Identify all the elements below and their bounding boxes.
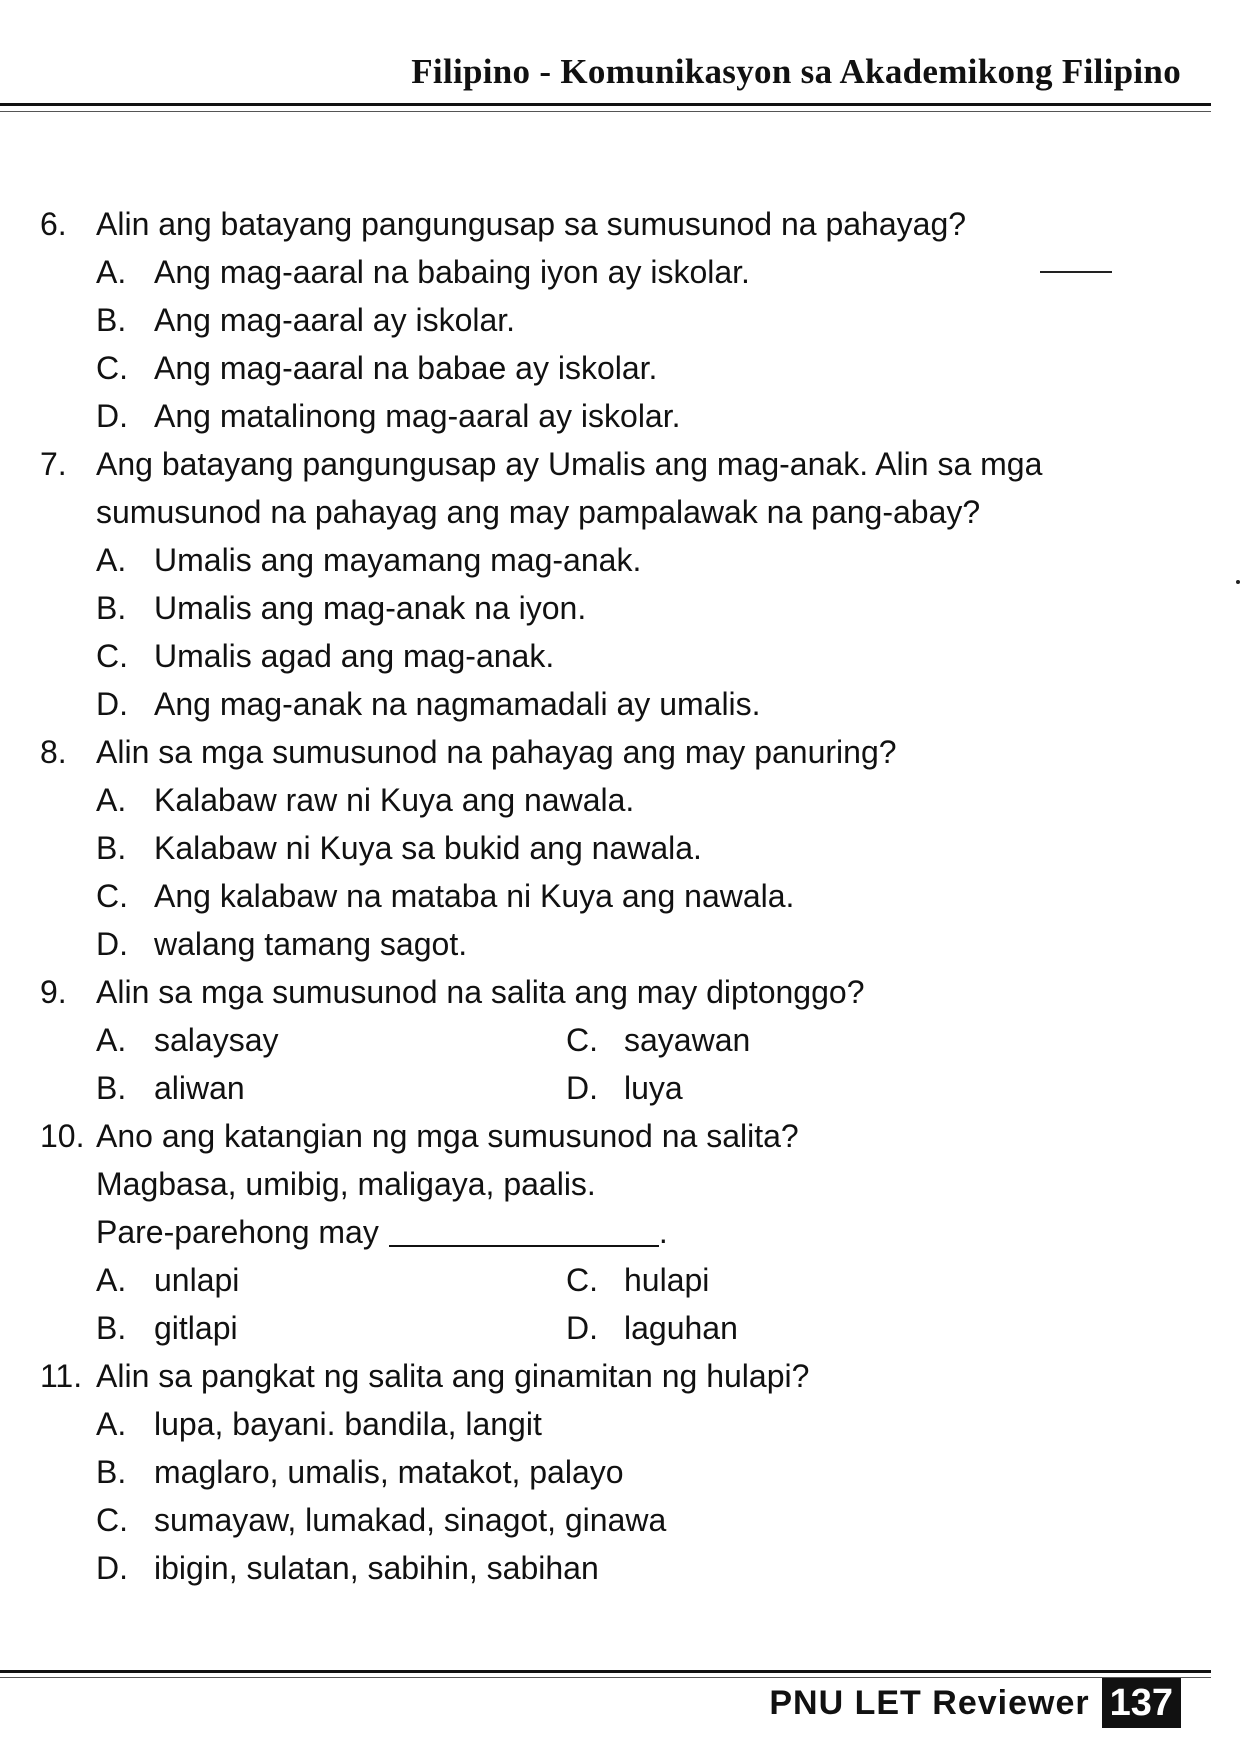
page-number: 137: [1102, 1678, 1181, 1728]
choice-a: [96, 1016, 566, 1064]
choice-letter: C.: [96, 878, 128, 914]
choice-letter: B.: [96, 1454, 127, 1490]
scan-mark: [1040, 271, 1112, 273]
choice-a: [96, 1400, 1200, 1448]
choice-letter: C.: [96, 1502, 128, 1538]
question-text: Alin sa mga sumusunod na salita ang may diptonggo?: [96, 974, 865, 1010]
choice-b: [96, 1304, 566, 1352]
footer-label: PNU LET Reviewer: [769, 1683, 1090, 1722]
question-8: [40, 728, 1200, 968]
choice-d: [96, 1544, 1200, 1592]
choice-text: aliwan: [154, 1070, 245, 1106]
choice-c: [96, 872, 1200, 920]
choice-letter: A.: [96, 254, 127, 290]
choice-letter: D.: [96, 1550, 128, 1586]
choice-text: lupa, bayani. bandila, langit: [154, 1406, 542, 1442]
question-text: Alin sa pangkat ng salita ang ginamitan ng hulapi?: [96, 1358, 810, 1394]
question-number: 7.: [40, 446, 67, 482]
choice-d: [566, 1064, 1200, 1112]
choice-letter: D.: [566, 1070, 598, 1106]
choice-b: [96, 584, 1200, 632]
question-number: 10.: [40, 1118, 85, 1154]
choice-text: Ang mag-aaral ay iskolar.: [154, 302, 516, 338]
header-divider: [0, 103, 1211, 112]
question-number: 11.: [40, 1358, 83, 1394]
choice-letter: B.: [96, 302, 127, 338]
choice-letter: B.: [96, 590, 127, 626]
choice-text: Umalis ang mag-anak na iyon.: [154, 590, 587, 626]
choice-letter: C.: [96, 350, 128, 386]
choice-letter: B.: [96, 1310, 127, 1346]
question-10: [40, 1112, 1200, 1352]
choice-letter: D.: [566, 1310, 598, 1346]
question-number: 9.: [40, 974, 67, 1010]
page-header-title: Filipino - Komunikasyon sa Akademikong Filipino: [411, 52, 1181, 91]
choice-text: salaysay: [154, 1022, 279, 1058]
question-7: [40, 440, 1200, 728]
choice-d: [96, 392, 1200, 440]
choice-text: Ang kalabaw na mataba ni Kuya ang nawala.: [154, 878, 795, 914]
choice-letter: D.: [96, 686, 128, 722]
choice-c: [96, 1496, 1200, 1544]
choice-text: Ang mag-anak na nagmamadali ay umalis.: [154, 686, 761, 722]
choice-text: Umalis agad ang mag-anak.: [154, 638, 555, 674]
question-list: [40, 200, 1200, 1592]
choice-text: Ang mag-aaral na babae ay iskolar.: [154, 350, 658, 386]
choice-c: [96, 344, 1200, 392]
choice-text: ibigin, sulatan, sabihin, sabihan: [154, 1550, 599, 1586]
choice-letter: C.: [96, 638, 128, 674]
choice-text: sayawan: [624, 1022, 751, 1058]
choice-text: laguhan: [624, 1310, 738, 1346]
choice-text: hulapi: [624, 1262, 710, 1298]
question-number: 8.: [40, 734, 67, 770]
choice-d: [96, 920, 1200, 968]
question-text: Alin ang batayang pangungusap sa sumusunod na pahayag?: [96, 206, 967, 242]
choice-letter: D.: [96, 398, 128, 434]
choice-a: [96, 776, 1200, 824]
choice-text: Ang mag-aaral na babaing iyon ay iskolar.: [154, 254, 750, 290]
question-9: [40, 968, 1200, 1112]
choice-letter: C.: [566, 1022, 598, 1058]
choice-text: maglaro, umalis, matakot, palayo: [154, 1454, 624, 1490]
choice-d: [566, 1304, 1200, 1352]
choice-text: Umalis ang mayamang mag-anak.: [154, 542, 642, 578]
choice-letter: A.: [96, 1262, 127, 1298]
choice-letter: D.: [96, 926, 128, 962]
answer-blank: [389, 1215, 659, 1247]
question-6: [40, 200, 1200, 440]
choice-b: [96, 1448, 1200, 1496]
question-number: 6.: [40, 206, 67, 242]
choice-text: unlapi: [154, 1262, 240, 1298]
choice-letter: A.: [96, 782, 127, 818]
question-11: [40, 1352, 1200, 1592]
choice-c: [96, 632, 1200, 680]
choice-d: [96, 680, 1200, 728]
question-detail-line: Magbasa, umibig, maligaya, paalis.: [96, 1166, 596, 1202]
choice-c: [566, 1016, 1200, 1064]
choice-letter: C.: [566, 1262, 598, 1298]
choice-c: [566, 1256, 1200, 1304]
choice-letter: A.: [96, 1406, 127, 1442]
scan-mark: [1236, 580, 1240, 584]
choice-letter: A.: [96, 1022, 127, 1058]
choice-text: luya: [624, 1070, 683, 1106]
footer-divider: [0, 1670, 1211, 1678]
choice-b: [96, 296, 1200, 344]
choice-b: [96, 1064, 566, 1112]
choice-letter: B.: [96, 1070, 127, 1106]
question-text: Ang batayang pangungusap ay Umalis ang mag-anak. Alin sa mga sumusunod na pahayag ang may pampalawak na pang-abay?: [96, 446, 1043, 530]
choice-b: [96, 824, 1200, 872]
page-footer: [769, 1678, 1181, 1728]
choice-letter: A.: [96, 542, 127, 578]
question-text: Ano ang katangian ng mga sumusunod na salita?: [96, 1118, 799, 1154]
choice-text: sumayaw, lumakad, sinagot, ginawa: [154, 1502, 667, 1538]
choice-a: [96, 1256, 566, 1304]
question-text: Alin sa mga sumusunod na pahayag ang may panuring?: [96, 734, 897, 770]
choice-letter: B.: [96, 830, 127, 866]
choice-text: gitlapi: [154, 1310, 238, 1346]
choice-text: Kalabaw ni Kuya sa bukid ang nawala.: [154, 830, 702, 866]
question-fill-line: Pare-parehong may .: [96, 1214, 668, 1250]
choice-text: walang tamang sagot.: [154, 926, 468, 962]
choice-a: [96, 248, 1200, 296]
choice-text: Ang matalinong mag-aaral ay iskolar.: [154, 398, 681, 434]
choice-a: [96, 536, 1200, 584]
fill-prompt: Pare-parehong may: [96, 1214, 379, 1250]
choice-text: Kalabaw raw ni Kuya ang nawala.: [154, 782, 635, 818]
